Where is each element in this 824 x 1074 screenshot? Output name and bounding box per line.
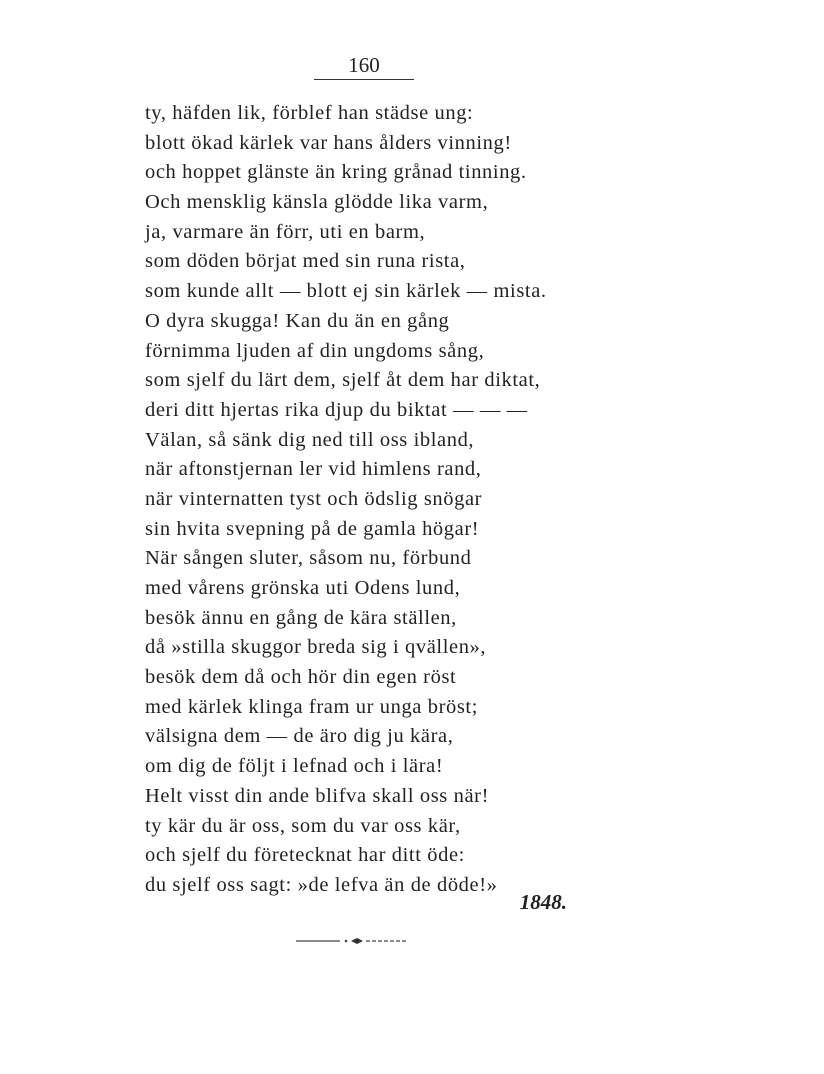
poem-line: du sjelf oss sagt: »de lefva än de döde!» bbox=[145, 873, 498, 896]
page-number: 160 bbox=[348, 53, 380, 77]
poem-line: och sjelf du företecknat har ditt öde: bbox=[145, 844, 465, 867]
poem-line: Och mensklig känsla glödde lika varm, bbox=[145, 191, 489, 214]
poem-line: blott ökad kärlek var hans ålders vinning! bbox=[145, 131, 512, 154]
poem-line: Välan, så sänk dig ned till oss ibland, bbox=[145, 428, 475, 451]
date: 1848. bbox=[519, 890, 567, 914]
poem-line: sin hvita svepning på de gamla högar! bbox=[145, 517, 480, 540]
poem-line: när vinternatten tyst och ödslig snögar bbox=[145, 487, 483, 510]
poem-line: om dig de följt i lefnad och i lära! bbox=[145, 755, 444, 778]
poem-line: besök dem då och hör din egen röst bbox=[145, 666, 457, 689]
ornament-divider bbox=[296, 934, 408, 948]
poem-line: som döden börjat med sin runa rista, bbox=[145, 250, 466, 273]
poem-line: deri ditt hjertas rika djup du biktat — — — bbox=[145, 398, 528, 421]
poem-line: ty, häfden lik, förblef han städse ung: bbox=[145, 102, 474, 124]
poem-line: välsigna dem — de äro dig ju kära, bbox=[145, 725, 454, 748]
poem-line: då »stilla skuggor breda sig i qvällen», bbox=[145, 636, 487, 659]
poem-line: och hoppet glänste än kring grånad tinning. bbox=[145, 161, 527, 184]
poem-line: förnimma ljuden af din ungdoms sång, bbox=[145, 339, 485, 362]
poem-line: som kunde allt — blott ej sin kärlek — mista. bbox=[145, 280, 547, 303]
poem bbox=[145, 99, 575, 901]
poem-line: ty kär du är oss, som du var oss kär, bbox=[145, 814, 461, 837]
page-number-rule bbox=[314, 79, 414, 80]
ornament-diamond bbox=[351, 938, 363, 944]
poem-line: ja, varmare än förr, uti en barm, bbox=[145, 220, 426, 243]
poem-line: O dyra skugga! Kan du än en gång bbox=[145, 309, 450, 332]
ornament-dot bbox=[345, 940, 348, 943]
poem-line: som sjelf du lärt dem, sjelf åt dem har diktat, bbox=[145, 369, 541, 392]
poem-line: När sången sluter, såsom nu, förbund bbox=[145, 547, 472, 570]
poem-line: med vårens grönska uti Odens lund, bbox=[145, 577, 461, 599]
poem-line: Helt visst din ande blifva skall oss när! bbox=[145, 784, 490, 807]
poem-line: besök ännu en gång de kära ställen, bbox=[145, 606, 457, 629]
poem-line: när aftonstjernan ler vid himlens rand, bbox=[145, 458, 482, 481]
poem-line: med kärlek klinga fram ur unga bröst; bbox=[145, 695, 479, 718]
